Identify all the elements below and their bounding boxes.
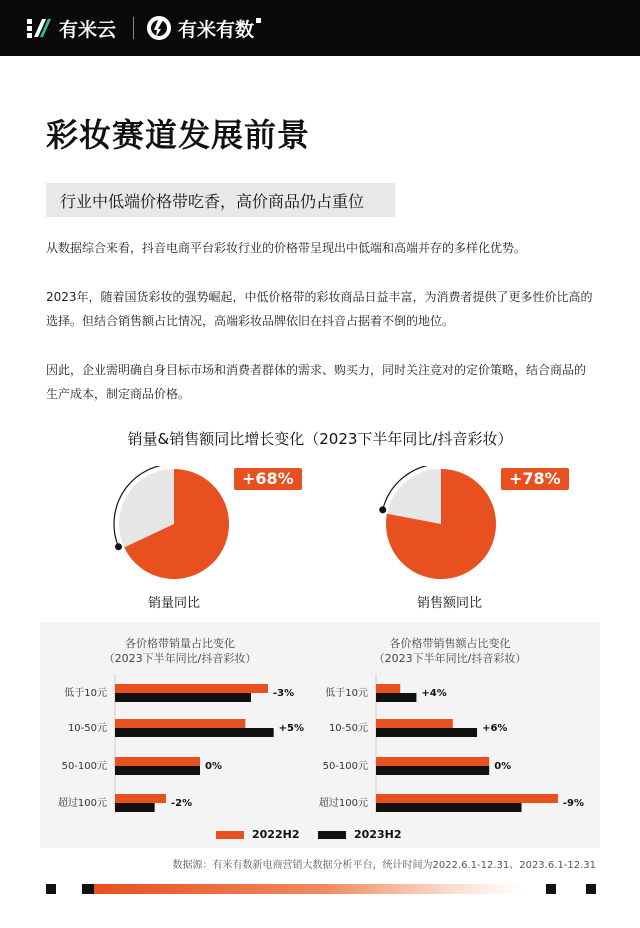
legend-swatch-2022 <box>216 831 244 839</box>
brand-divider <box>133 17 134 39</box>
bar-change-label-amount: 0% <box>494 761 512 772</box>
brand-square-mark <box>256 18 261 23</box>
brand-youmiyun <box>26 0 116 56</box>
bar-2023H2-volume <box>115 766 200 775</box>
bar-2023H2-volume <box>115 693 251 702</box>
bar-category-label-amount: 50-100元 <box>322 761 368 772</box>
bar-category-label-volume: 10-50元 <box>67 723 107 734</box>
legend-label-2022: 2022H2 <box>252 828 300 841</box>
bar-change-label-amount: +4% <box>421 688 447 699</box>
section-subtitle-text: 行业中低端价格带吃香，高价商品仍占重位 <box>60 191 365 211</box>
paragraph-1: 从数据综合来看，抖音电商平台彩妆行业的价格带呈现出中低端和高端并存的多样化优势。 <box>46 241 527 255</box>
legend-label-2023: 2023H2 <box>354 828 402 841</box>
pie-charts-title: 销量&销售额同比增长变化（2023下半年同比/抖音彩妆） <box>127 430 513 448</box>
brand-youmiyoushu <box>147 0 261 56</box>
pie-badge-sales-volume: +68% <box>234 468 302 490</box>
bar-2023H2-volume <box>115 728 274 737</box>
page-title: 彩妆赛道发展前景 <box>46 116 311 154</box>
bar-change-label-volume: -2% <box>171 798 193 809</box>
bar-chart-right-title-line1: 各价格带销售额占比变化 <box>389 637 511 650</box>
bar-2023H2-amount <box>376 803 522 812</box>
pie-chart-sales-volume <box>98 466 298 616</box>
bar-category-label-volume: 超过100元 <box>57 798 107 809</box>
bar-category-label-amount: 低于10元 <box>325 688 368 699</box>
pie-badge-sales-amount: +78% <box>501 468 569 490</box>
pie-label-sales-amount: 销售额同比 <box>417 596 483 611</box>
bar-category-label-volume: 50-100元 <box>61 761 107 772</box>
bar-2022H2-volume <box>115 757 200 766</box>
footer-square-left <box>46 884 56 894</box>
bar-change-label-volume: +5% <box>278 723 305 734</box>
bar-2022H2-amount <box>376 719 453 728</box>
bar-change-label-volume: -3% <box>273 688 295 699</box>
youmiyoushu-logo-icon <box>147 16 171 40</box>
bar-change-label-amount: +6% <box>482 723 508 734</box>
bar-category-label-volume: 低于10元 <box>64 688 107 699</box>
footer-square-right-1 <box>546 884 556 894</box>
bar-2023H2-volume <box>115 803 155 812</box>
footer-gradient-bar <box>82 884 522 894</box>
legend-item-2023 <box>318 828 401 841</box>
bar-chart-right-title-line2: （2023下半年同比/抖音彩妆） <box>373 652 527 665</box>
pie-arc-dot-amount <box>379 506 386 513</box>
bar-category-label-amount: 10-50元 <box>328 723 368 734</box>
section-subtitle <box>46 183 395 217</box>
header-bar <box>0 0 640 56</box>
paragraph-2: 2023年，随着国货彩妆的强势崛起，中低价格带的彩妆商品日益丰富，为消费者提供了更多性价比高的选择。但结合销售额占比情况，高端彩妆品牌依旧在抖音占据着不倒的地位。 <box>46 290 593 328</box>
bar-charts-svg <box>40 622 600 848</box>
pie-arc-dot-volume <box>115 543 122 550</box>
bar-2022H2-volume <box>115 719 245 728</box>
paragraph-3: 因此，企业需明确自身目标市场和消费者群体的需求、购买力，同时关注竞对的定价策略，结合商品的生产成本，制定商品价格。 <box>46 363 587 401</box>
bar-chart-left-title-line2: （2023下半年同比/抖音彩妆） <box>103 652 257 665</box>
bar-2023H2-amount <box>376 693 416 702</box>
bar-charts-panel <box>40 622 600 848</box>
bar-2022H2-amount <box>376 684 400 693</box>
bar-chart-left-title-line1: 各价格带销量占比变化 <box>125 637 235 650</box>
bar-2022H2-amount <box>376 757 489 766</box>
bar-2022H2-volume <box>115 684 268 693</box>
pie-label-sales-volume: 销量同比 <box>148 596 201 611</box>
brand-right-text: 有米有数 <box>178 18 255 41</box>
brand-left-text: 有米云 <box>59 18 117 41</box>
bar-change-label-amount: -9% <box>562 798 585 809</box>
youmiyun-logo-icon <box>26 17 52 39</box>
bar-2022H2-volume <box>115 794 166 803</box>
bar-change-label-volume: 0% <box>205 761 222 772</box>
legend-item-2022 <box>216 828 299 841</box>
data-source-note: 数据源：有米有数新电商营销大数据分析平台，统计时间为2022.6.1-12.31、2023.6.1-12.31 <box>172 860 596 871</box>
bar-category-label-amount: 超过100元 <box>318 798 368 809</box>
bar-2022H2-amount <box>376 794 558 803</box>
bar-2023H2-amount <box>376 728 477 737</box>
bar-2023H2-amount <box>376 766 489 775</box>
footer-square-right-2 <box>586 884 596 894</box>
legend-swatch-2023 <box>318 831 346 839</box>
pie-chart-sales-amount <box>365 466 565 616</box>
